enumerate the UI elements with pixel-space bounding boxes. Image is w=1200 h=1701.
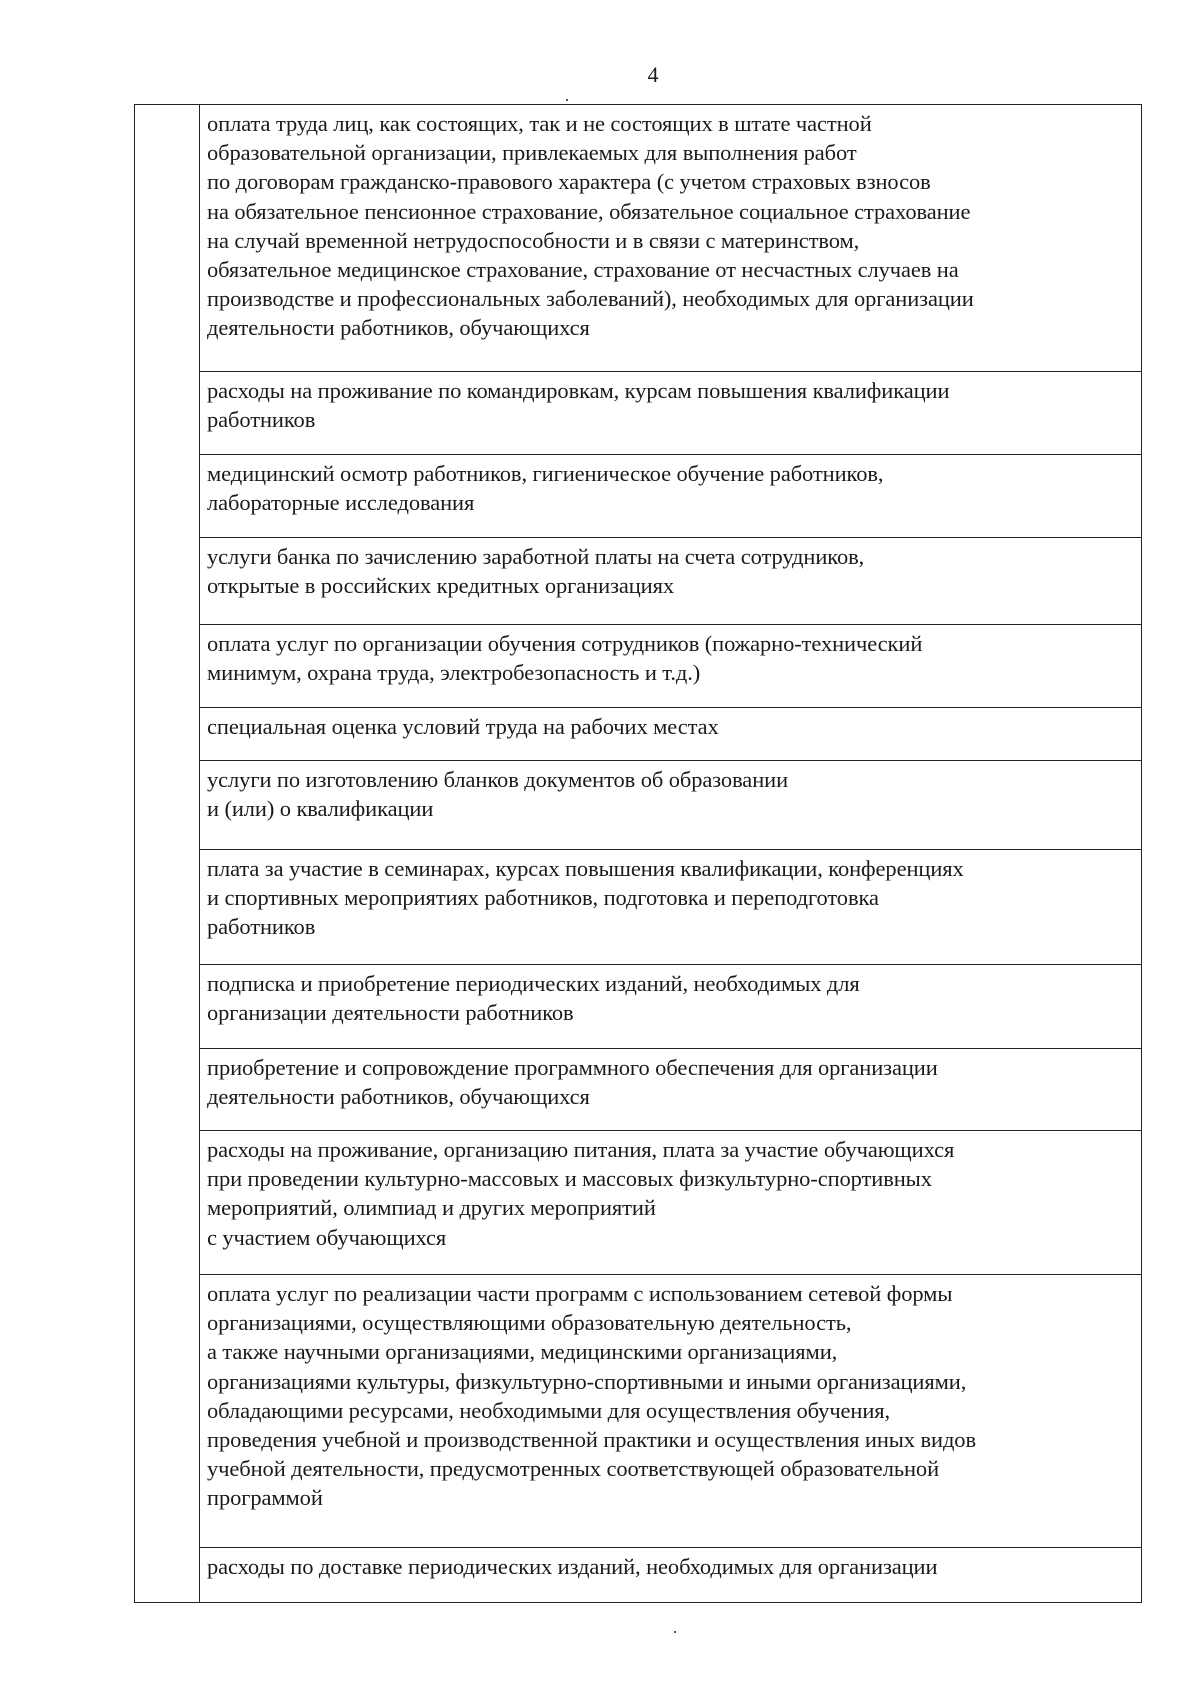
table-row-payroll-contracts [199,105,1141,372]
table-row-business-trips [199,372,1141,455]
row-text-line: и (или) о квалификации [207,796,434,822]
row-text-line: расходы на проживание по командировкам, курсам повышения квалификации [207,378,950,403]
row-text-line: подписка и приобретение периодических изданий, необходимых для [207,971,860,996]
row-text-line: работников [207,407,316,433]
table-row-periodicals-delivery [199,1548,1141,1602]
row-text-line: и спортивных мероприятиях работников, подготовка и переподготовка [207,885,879,911]
table-row-student-events [199,1131,1141,1275]
row-text-line: оплата услуг по организации обучения сотрудников (пожарно-технический [207,631,923,656]
row-text-line: расходы по доставке периодических изданий, необходимых для организации [207,1554,938,1579]
table-row-network-programs [199,1275,1141,1548]
row-text-line: при проведении культурно-массовых и массовых физкультурно-спортивных [207,1166,932,1192]
row-text-line: учебной деятельности, предусмотренных соответствующей образовательной [207,1456,940,1482]
row-text-line: на обязательное пенсионное страхование, обязательное социальное страхование [207,198,971,224]
row-text-line: услуги по изготовлению бланков документов об образовании [207,767,789,792]
row-text-line: на случай временной нетрудоспособности и в связи с материнством, [207,227,860,253]
row-text-line: оплата труда лиц, как состоящих, так и не состоящих в штате частной [207,111,872,136]
row-text-line: организации деятельности работников [207,1000,574,1026]
row-text-line: образовательной организации, привлекаемых для выполнения работ [207,140,857,166]
row-text-line: обязательное медицинское страхование, страхование от несчастных случаев на [207,257,959,283]
row-text-line: организациями, осуществляющими образовательную деятельность, [207,1310,852,1336]
table-row-bank-services [199,538,1141,625]
row-text-line: открытые в российских кредитных организациях [207,573,675,599]
table-row-working-conditions [199,708,1141,761]
table-row-certificate-blanks [199,761,1141,850]
expense-table [134,104,1142,1603]
row-text-line: приобретение и сопровождение программного обеспечения для организации [207,1055,938,1080]
row-text-line: с участием обучающихся [207,1224,447,1250]
row-text-line: плата за участие в семинарах, курсах повышения квалификации, конференциях [207,856,964,881]
row-text-line: лабораторные исследования [207,490,475,516]
row-text-line: работников [207,914,316,940]
table-row-staff-training [199,625,1141,708]
row-text-line: мероприятий, олимпиад и других мероприятий [207,1195,656,1221]
row-text-line: а также научными организациями, медицинскими организациями, [207,1339,838,1365]
table-row-seminars [199,850,1141,965]
row-text-line: медицинский осмотр работников, гигиеническое обучение работников, [207,461,884,486]
page-number: 4 [647,62,659,87]
row-text-line: специальная оценка условий труда на рабочих местах [207,714,719,739]
row-text-line: программой [207,1485,323,1511]
row-text-line: деятельности работников, обучающихся [207,315,590,341]
table-row-medical-exam [199,455,1141,538]
row-text-line: производстве и профессиональных заболеваний), необходимых для организации [207,286,974,312]
row-text-line: деятельности работников, обучающихся [207,1084,590,1110]
table-row-periodicals [199,965,1141,1049]
row-text-line: расходы на проживание, организацию питания, плата за участие обучающихся [207,1137,955,1162]
row-text-line: обладающими ресурсами, необходимыми для осуществления обучения, [207,1397,891,1423]
row-text-line: минимум, охрана труда, электробезопасность и т.д.) [207,660,701,686]
scan-speck [674,1631,676,1633]
row-text-line: услуги банка по зачислению заработной платы на счета сотрудников, [207,544,865,569]
row-text-line: организациями культуры, физкультурно-спортивными и иными организациями, [207,1368,967,1394]
scan-speck [566,99,568,101]
table-row-software [199,1049,1141,1131]
row-text-line: по договорам гражданско-правового характера (с учетом страховых взносов [207,169,931,195]
row-text-line: оплата услуг по реализации части программ с использованием сетевой формы [207,1281,953,1306]
row-text-line: проведения учебной и производственной практики и осуществления иных видов [207,1427,976,1453]
